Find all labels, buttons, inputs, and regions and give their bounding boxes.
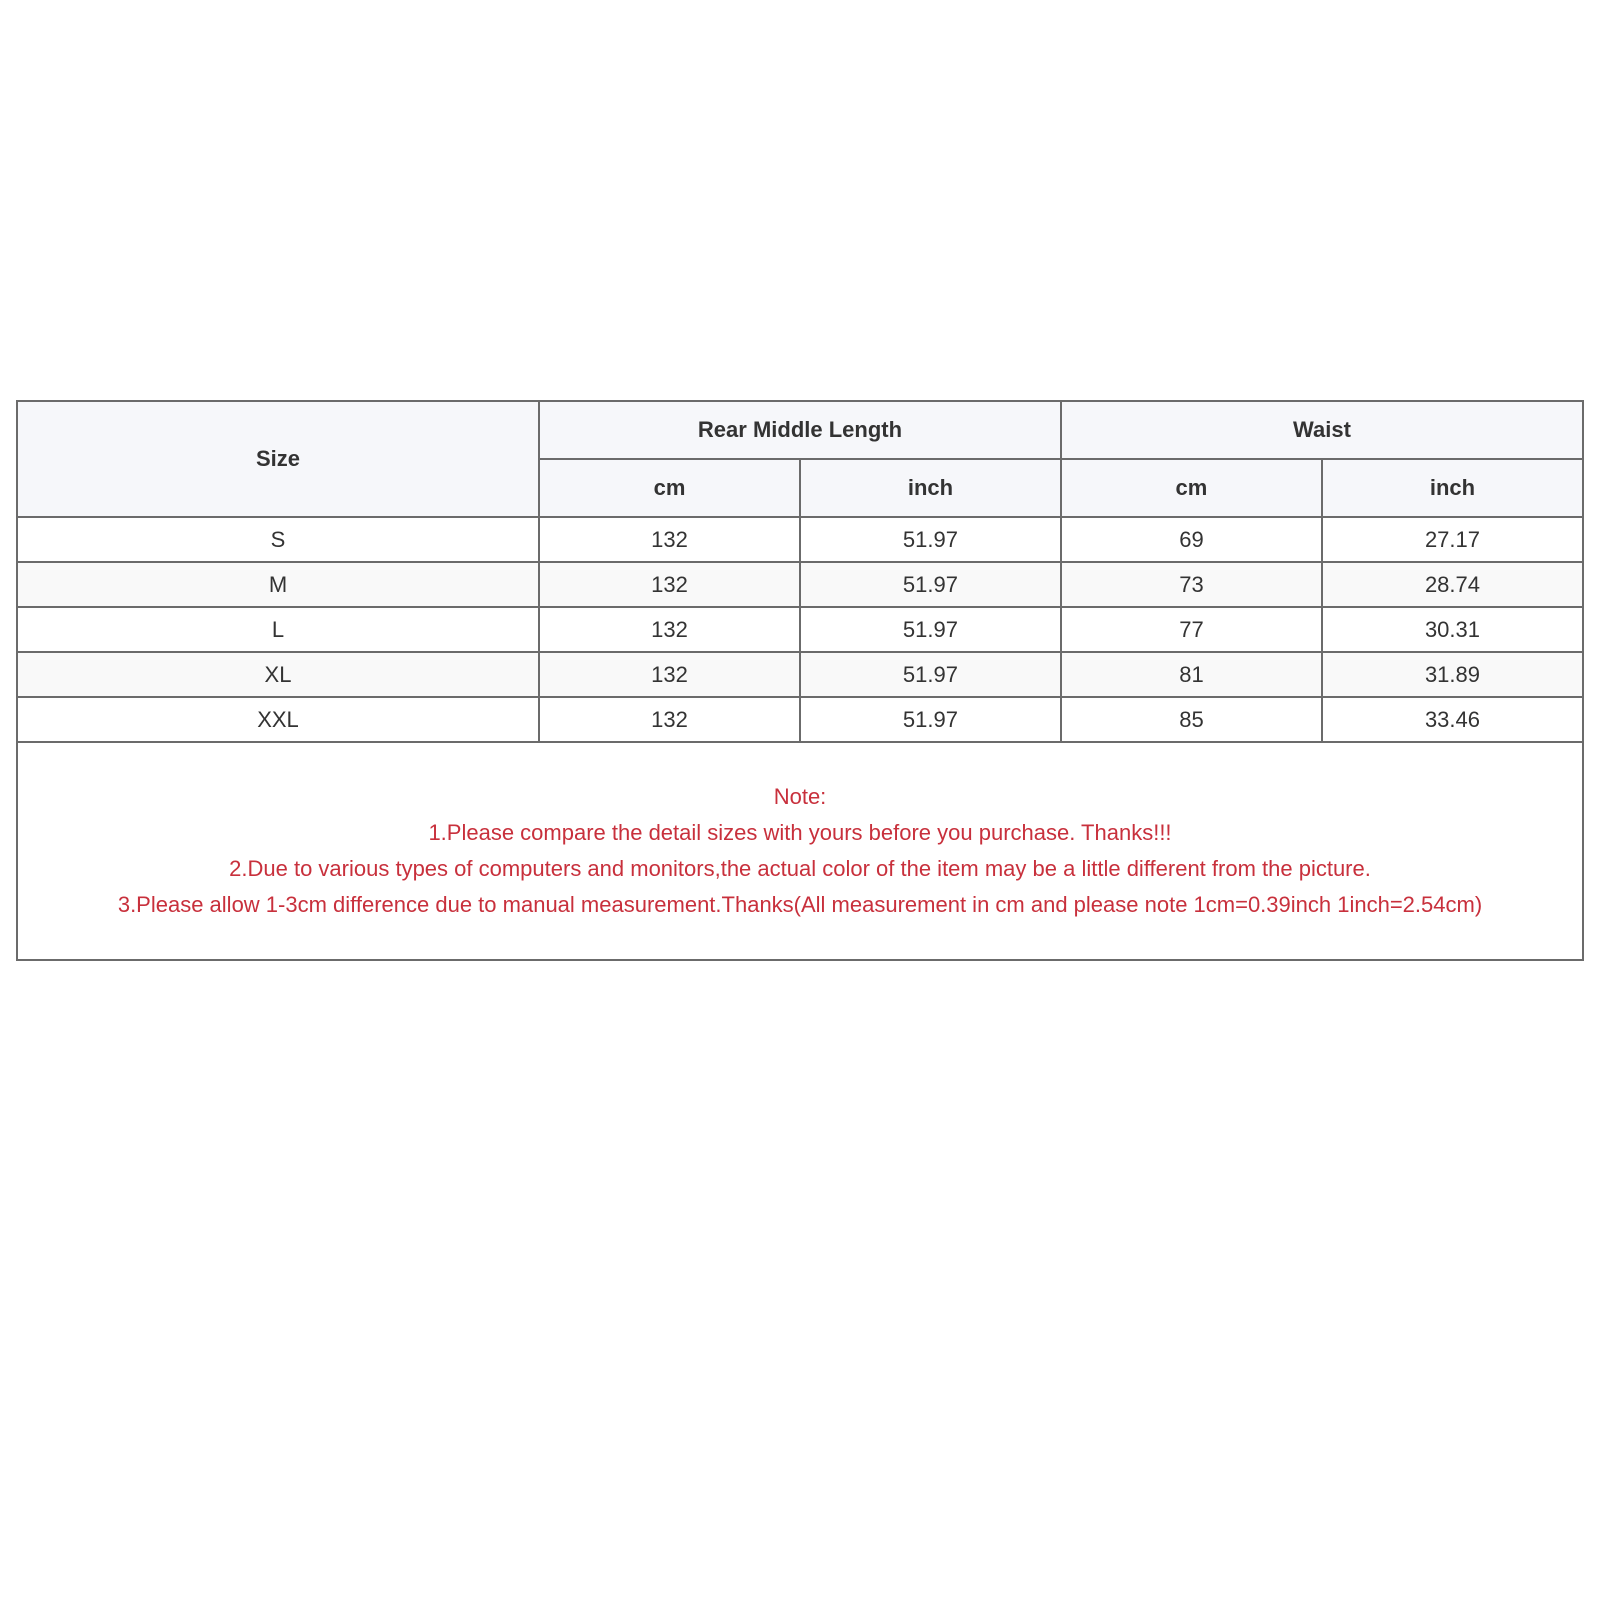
cell-rml-inch: 51.97 [800, 697, 1061, 742]
cell-rml-inch: 51.97 [800, 607, 1061, 652]
notes-cell [17, 742, 1583, 960]
note-line-1: 1.Please compare the detail sizes with yours before you purchase. Thanks!!! [428, 820, 1172, 845]
cell-waist-cm: 73 [1061, 562, 1322, 607]
cell-waist-inch: 28.74 [1322, 562, 1583, 607]
cell-rml-inch: 51.97 [800, 517, 1061, 562]
header-row-group [17, 401, 1583, 459]
cell-waist-cm: 77 [1061, 607, 1322, 652]
table-row [17, 697, 1583, 742]
header-unit-waist-inch: inch [1322, 459, 1583, 517]
table-row [17, 517, 1583, 562]
cell-waist-cm: 85 [1061, 697, 1322, 742]
cell-rml-cm: 132 [539, 607, 800, 652]
cell-size: S [17, 517, 539, 562]
header-size: Size [17, 401, 539, 517]
note-line-3: 3.Please allow 1-3cm difference due to manual measurement.Thanks(All measurement in cm and please note 1cm=0.39inch 1inch=2.54cm) [117, 892, 1483, 917]
header-waist: Waist [1061, 401, 1583, 459]
size-chart-table [16, 400, 1584, 961]
header-unit-rml-cm: cm [539, 459, 800, 517]
table-row [17, 607, 1583, 652]
cell-waist-inch: 27.17 [1322, 517, 1583, 562]
cell-size: XL [17, 652, 539, 697]
cell-waist-cm: 69 [1061, 517, 1322, 562]
note-line-2: 2.Due to various types of computers and monitors,the actual color of the item may be a little different from the picture. [229, 856, 1371, 881]
notes-row [17, 742, 1583, 960]
header-unit-rml-inch: inch [800, 459, 1061, 517]
cell-waist-inch: 33.46 [1322, 697, 1583, 742]
cell-rml-cm: 132 [539, 697, 800, 742]
header-unit-waist-cm: cm [1061, 459, 1322, 517]
cell-size: XXL [17, 697, 539, 742]
note-title: Note: [773, 784, 827, 809]
cell-rml-cm: 132 [539, 517, 800, 562]
cell-size: M [17, 562, 539, 607]
header-rear-middle-length: Rear Middle Length [539, 401, 1061, 459]
cell-size: L [17, 607, 539, 652]
cell-waist-cm: 81 [1061, 652, 1322, 697]
table-row [17, 652, 1583, 697]
cell-rml-cm: 132 [539, 652, 800, 697]
cell-rml-cm: 132 [539, 562, 800, 607]
cell-waist-inch: 31.89 [1322, 652, 1583, 697]
cell-waist-inch: 30.31 [1322, 607, 1583, 652]
cell-rml-inch: 51.97 [800, 652, 1061, 697]
cell-rml-inch: 51.97 [800, 562, 1061, 607]
table-row [17, 562, 1583, 607]
